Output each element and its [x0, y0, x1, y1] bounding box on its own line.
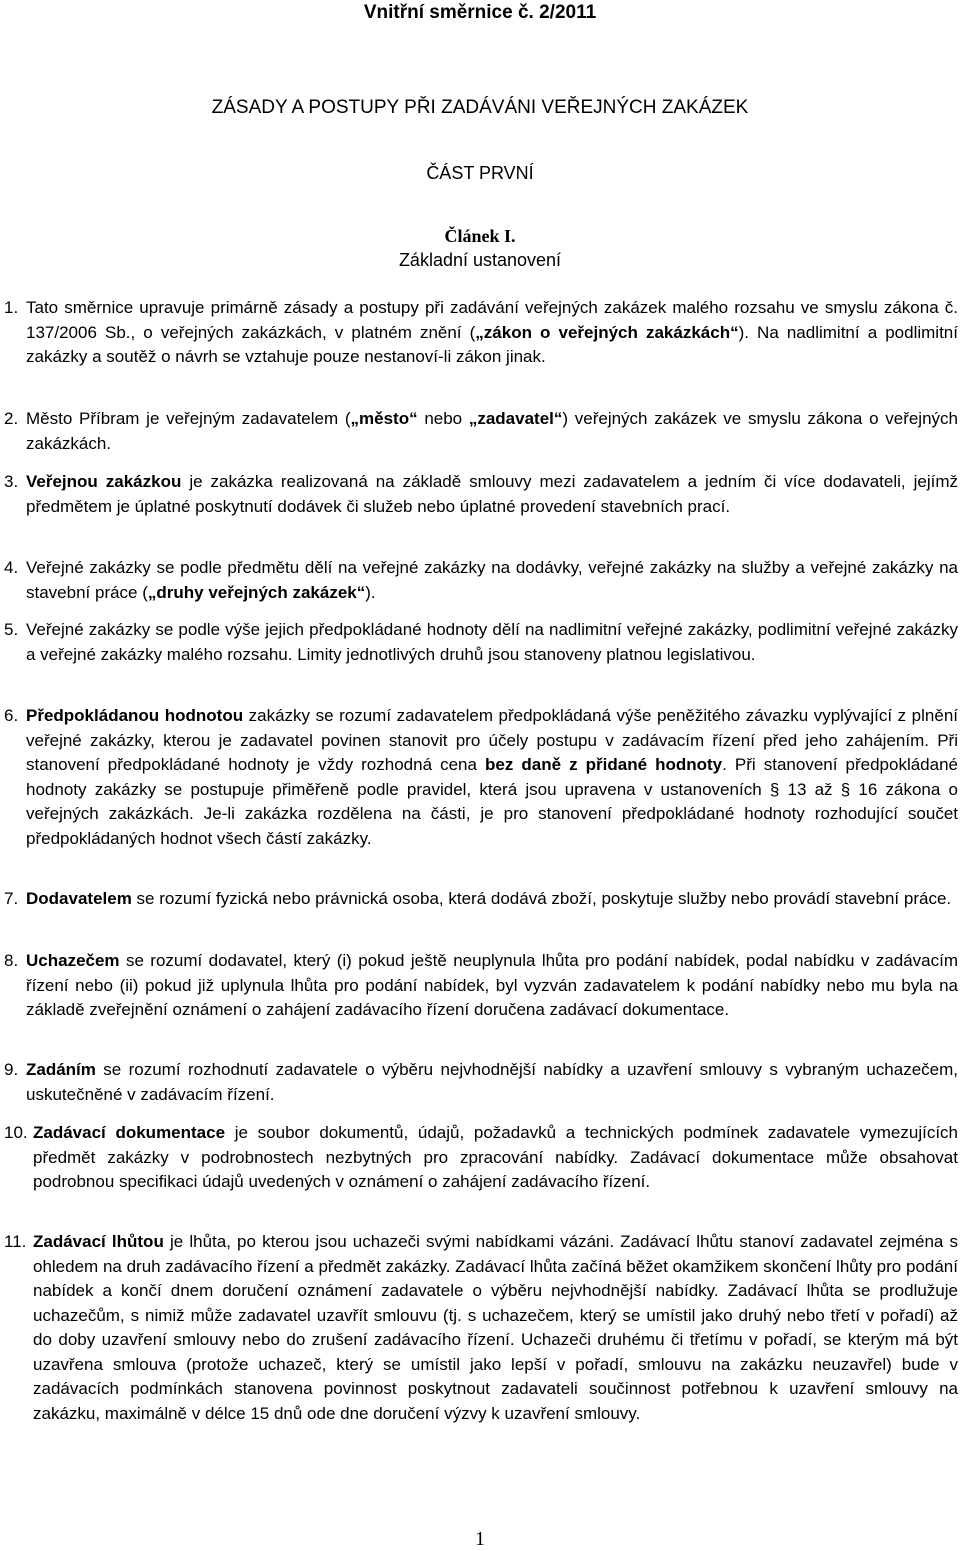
item-number: 10.: [4, 1123, 28, 1142]
item-number: 7.: [4, 889, 19, 908]
item-number: 4.: [4, 558, 19, 577]
item-number: 3.: [4, 472, 19, 491]
list-item: [4, 618, 958, 667]
item-number: 8.: [4, 951, 19, 970]
article-heading: Článek I.: [444, 226, 516, 246]
list-item: [4, 296, 958, 370]
list-item: [4, 407, 958, 456]
article-title: Základní ustanovení: [398, 250, 562, 270]
list-item: [4, 470, 958, 519]
item-text: Předpokládanou hodnotou zakázky se rozumí zadavatelem předpokládaná výše peněžitého závazku vyplývající z plnění veřejné zakázky, kterou je zadavatel povinen stanovit pro účely postupu v zadávacím řízení před jeho zahájením. Při stanovení předpokládané hodnoty je vždy rozhodná cena bez daně z přidané hodnoty. Při stanovení předpokládané hodnoty zakázky se postupuje přiměřeně podle pravidel, která jsou upravena v ustanoveních § 13 až § 16 zákona o veřejných zakázkách. Je-li zakázka rozdělena na části, je pro stanovení předpokládané hodnoty rozhodující součet předpokládaných hodnot všech částí zakázky.: [26, 706, 959, 848]
item-text: Město Příbram je veřejným zadavatelem („město“ nebo „zadavatel“) veřejných zakázek ve smyslu zákona o veřejných zakázkách.: [26, 409, 958, 453]
list-item: [4, 887, 958, 912]
item-text: Zadávací lhůtou je lhůta, po kterou jsou uchazeči svými nabídkami vázáni. Zadávací lhůtu stanoví zadavatel zejména s ohledem na druh zadávacího řízení a předmět zakázky. Zadávací lhůta začíná běžet okamžikem skončení lhůty pro podání nabídek a končí dnem doručení oznámení zadavatele o výběru nejvhodnější nabídky. Zadávací lhůta se prodlužuje uchazečům, s nimiž může zadavatel uzavřít smlouvu (tj. s uchazečem, který se umístil jako druhý nebo třetí v pořadí) až do doby uzavření smlouvy nebo do zrušení zadávacího řízení. Uchazeči druhému či třetímu v pořadí, se kterým má být uzavřena smlouva (protože uchazeč, který se umístil jako lepší v pořadí, smlouvu na zakázku neuzavřel) bude v zadávacích podmínkách stanovena povinnost poskytnout zadavateli součinnost potřebnou k uzavření smlouvy na zakázku, maximálně v délce 15 dnů ode dne doručení výzvy k uzavření smlouvy.: [33, 1232, 958, 1423]
list-item: [4, 556, 958, 605]
document-title: ZÁSADY A POSTUPY PŘI ZADÁVÁNI VEŘEJNÝCH ZAKÁZEK: [211, 97, 749, 118]
item-text: Zadáním se rozumí rozhodnutí zadavatele o výběru nejvhodnější nabídky a uzavření smlouvy s vybraným uchazečem, uskutečněné v zadávacím řízení.: [26, 1060, 958, 1104]
item-number: 2.: [4, 409, 19, 428]
item-text: Zadávací dokumentace je soubor dokumentů, údajů, požadavků a technických podmínek zadavatele vymezujících předmět zakázky v podrobnostech nezbytných pro zpracování nabídky. Zadávací dokumentace může obsahovat podrobnou specifikaci údajů uvedených v oznámení o zahájení zadávacího řízení.: [33, 1123, 958, 1191]
list-item: [4, 704, 958, 851]
item-text: Dodavatelem se rozumí fyzická nebo právnická osoba, která dodává zboží, poskytuje služby nebo provádí stavební práce.: [26, 889, 952, 908]
list-item: [4, 1121, 958, 1195]
item-number: 9.: [4, 1060, 19, 1079]
page-number: 1: [475, 1528, 485, 1550]
item-number: 11.: [4, 1232, 27, 1251]
item-number: 5.: [4, 620, 19, 639]
directive-title: Vnitřní směrnice č. 2/2011: [363, 2, 597, 23]
part-heading: ČÁST PRVNÍ: [426, 163, 534, 183]
list-item: [4, 949, 958, 1023]
item-text: Tato směrnice upravuje primárně zásady a postupy při zadávání veřejných zakázek malého rozsahu ve smyslu zákona č. 137/2006 Sb., o veřejných zakázkách, v platném znění („zákon o veřejných zakázkách“). Na nadlimitní a podlimitní zakázky a soutěž o návrh se vztahuje pouze nestanoví-li zákon jinak.: [26, 298, 958, 366]
item-number: 1.: [4, 298, 19, 317]
list-item: [4, 1230, 958, 1426]
item-text: Veřejné zakázky se podle předmětu dělí na veřejné zakázky na dodávky, veřejné zakázky na služby a veřejné zakázky na stavební práce („druhy veřejných zakázek“).: [26, 558, 958, 602]
item-number: 6.: [4, 706, 19, 725]
item-text: Veřejné zakázky se podle výše jejich předpokládané hodnoty dělí na nadlimitní veřejné zakázky, podlimitní veřejné zakázky a veřejné zakázky malého rozsahu. Limity jednotlivých druhů jsou stanoveny platnou legislativou.: [26, 620, 958, 664]
item-text: Uchazečem se rozumí dodavatel, který (i) pokud ještě neuplynula lhůta pro podání nabídek, podal nabídku v zadávacím řízení nebo (ii) pokud již uplynula lhůta pro podání nabídek, byl vyzván zadavatelem k podání nabídky nebo mu byla na základě zveřejnění oznámení o zahájení zadávacího řízení doručena zadávací dokumentace.: [26, 951, 958, 1019]
item-text: Veřejnou zakázkou je zakázka realizovaná na základě smlouvy mezi zadavatelem a jedním či více dodavateli, jejímž předmětem je úplatné poskytnutí dodávek či služeb nebo úplatné provedení stavebních prací.: [26, 472, 958, 516]
list-item: [4, 1058, 958, 1107]
